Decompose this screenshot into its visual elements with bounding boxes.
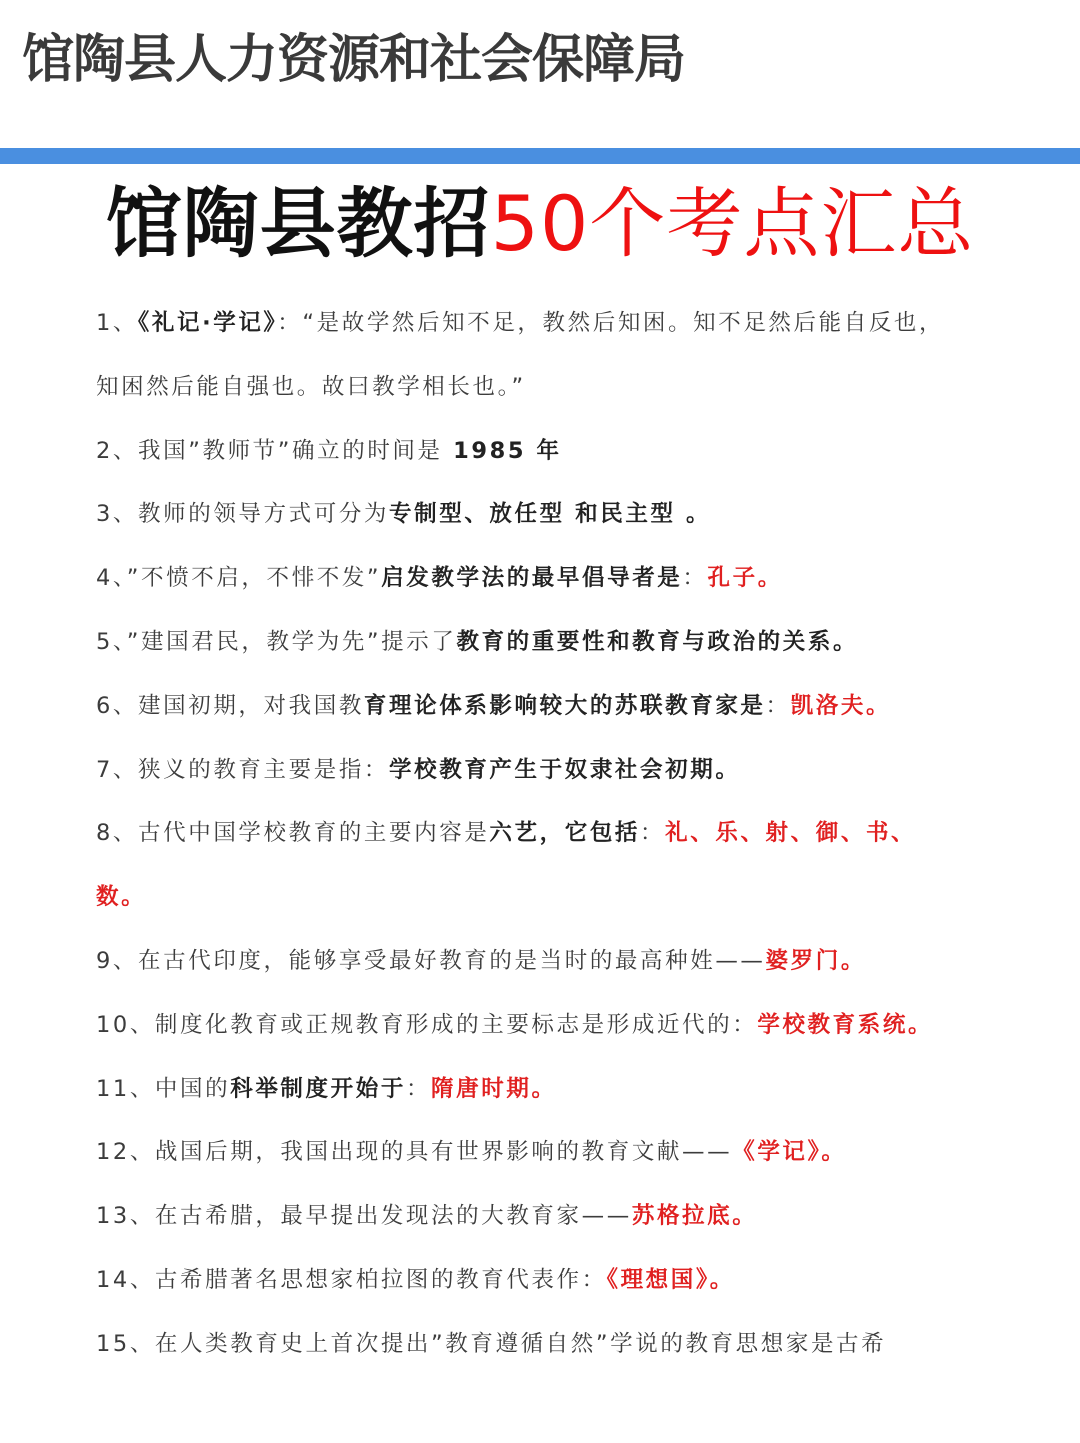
item-bold-text: 科举制度开始于 [230, 1075, 406, 1102]
list-item [96, 483, 956, 547]
item-text: 6、建国初期，对我国教 [96, 692, 364, 719]
item-answer: 凯洛夫。 [790, 692, 892, 719]
item-text: 5、”建国君民，教学为先”提示了 [96, 628, 457, 655]
item-bold-text: 六艺，它包括 [489, 820, 641, 847]
item-bold-text: 专制型、放任型 和民主型 。 [389, 501, 712, 528]
item-answer: 《理想国》。 [606, 1266, 735, 1293]
list-item [96, 1313, 956, 1377]
item-text: 10、制度化教育或正规教育形成的主要标志是形成近代的： [96, 1011, 758, 1038]
item-bold-text: 教育的重要性和教育与政治的关系。 [456, 628, 859, 655]
item-bold-text: 启发教学法的最早倡导者是 [381, 565, 683, 592]
item-text: ： [765, 692, 791, 719]
exam-points-list [96, 292, 956, 1443]
item-text: 2、我国”教师节”确立的时间是 [96, 437, 443, 464]
item-text: 12、战国后期，我国出现的具有世界影响的教育文献—— [96, 1139, 733, 1166]
item-answer: 婆罗门。 [765, 947, 866, 974]
list-item [96, 611, 956, 675]
list-item [96, 547, 956, 611]
list-item [96, 675, 956, 739]
list-item [96, 1121, 956, 1185]
list-item [96, 1058, 956, 1122]
item-text: 7、狭义的教育主要是指： [96, 756, 390, 783]
header-divider-bar [0, 148, 1080, 164]
item-answer: 学校教育系统。 [757, 1011, 934, 1038]
item-text: 4、”不愤不启，不悱不发” [96, 565, 382, 592]
item-text: ： [405, 1075, 432, 1102]
org-name: 馆陶县人力资源和社会保障局 [22, 30, 686, 90]
item-answer: 礼、乐、射、御、书、数。 [96, 820, 917, 911]
item-text: 11、中国的 [96, 1075, 231, 1102]
list-item [96, 420, 956, 484]
item-bold-text: 1985 年 [442, 437, 562, 464]
item-bold-text: 学校教育产生于奴隶社会初期。 [389, 756, 741, 783]
item-text: ：“是故学然后知不足，教然后知困。知不足然后能自反也，知困然后能自强也。故曰教学相长也。” [96, 310, 945, 400]
item-text: ： [682, 565, 708, 592]
title-red-part: 50个考点汇总 [490, 179, 975, 268]
list-item [96, 1185, 956, 1249]
list-item [96, 802, 956, 930]
item-answer: 苏格拉底。 [631, 1203, 758, 1230]
item-answer: 《学记》。 [732, 1139, 847, 1166]
item-text: 15、在人类教育史上首次提出”教育遵循自然”学说的教育思想家是古希 [96, 1330, 887, 1357]
page-title [0, 180, 1080, 267]
item-text: 13、在古希腊，最早提出发现法的大教育家—— [96, 1203, 632, 1230]
title-black-part: 馆陶县教招 [105, 179, 491, 268]
list-item [96, 739, 956, 803]
item-text: 1、 [96, 310, 139, 336]
list-item [96, 930, 956, 994]
item-text: 9、在古代印度，能够享受最好教育的是当时的最高种姓—— [96, 947, 766, 974]
item-text: 8、古代中国学校教育的主要内容是 [96, 820, 490, 847]
list-item [96, 292, 956, 420]
org-header [0, 0, 1080, 148]
item-text: 14、古希腊著名思想家柏拉图的教育代表作： [96, 1266, 607, 1293]
list-item [96, 994, 956, 1058]
item-answer: 孔子。 [707, 565, 783, 592]
item-bold-text: 育理论体系影响较大的苏联教育家是 [363, 692, 766, 719]
list-item [96, 1249, 956, 1313]
item-bold-text: 《礼记·学记》 [138, 310, 278, 336]
item-answer: 隋唐时期。 [431, 1075, 557, 1102]
item-text: ： [640, 820, 666, 847]
item-text: 3、教师的领导方式可分为 [96, 501, 390, 528]
